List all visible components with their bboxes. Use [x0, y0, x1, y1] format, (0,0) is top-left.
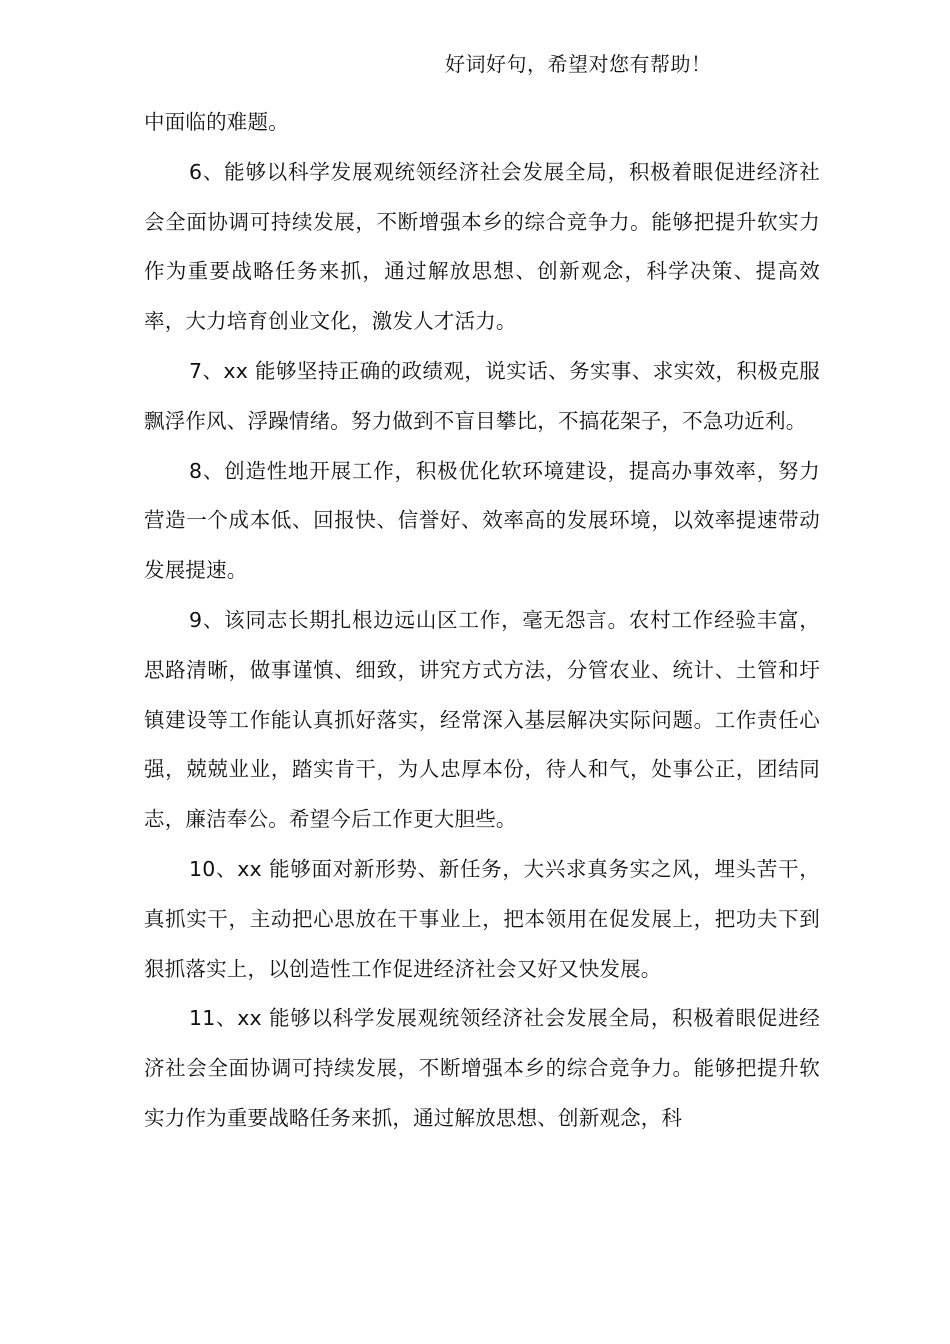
paragraph-item-10: 10、xx 能够面对新形势、新任务，大兴求真务实之风，埋头苦干，真抓实干，主动把心思放在干事业上，把本领用在促发展上，把功夫下到狠抓落实上，以创造性工作促进经济社会又好又快发展。: [144, 856, 820, 981]
paragraph-item-7: 7、xx 能够坚持正确的政绩观，说实话、务实事、求实效，积极克服飘浮作风、浮躁情绪。努力做到不盲目攀比，不搞花架子，不急功近利。: [144, 358, 820, 433]
paragraph-item-8: 8、创造性地开展工作，积极优化软环境建设，提高办事效率，努力营造一个成本低、回报快、信誉好、效率高的发展环境，以效率提速带动发展提速。: [144, 458, 820, 583]
paragraph-item-11: 11、xx 能够以科学发展观统领经济社会发展全局，积极着眼促进经济社会全面协调可持续发展，不断增强本乡的综合竞争力。能够把提升软实力作为重要战略任务来抓，通过解放思想、创新观念，科: [144, 1006, 820, 1130]
header-note: 好词好句，希望对您有帮助！: [445, 52, 712, 76]
paragraph-item-6: 6、能够以科学发展观统领经济社会发展全局，积极着眼促进经济社会全面协调可持续发展，不断增强本乡的综合竞争力。能够把提升软实力作为重要战略任务来抓，通过解放思想、创新观念，科学决策、提高效率，大力培育创业文化，激发人才活力。: [144, 159, 820, 334]
document-body: [144, 98, 820, 1144]
paragraph-continuation: 中面临的难题。: [144, 110, 289, 134]
paragraph-item-9: 9、该同志长期扎根边远山区工作，毫无怨言。农村工作经验丰富，思路清晰，做事谨慎、细致，讲究方式方法，分管农业、统计、土管和圩镇建设等工作能认真抓好落实，经常深入基层解决实际问题。工作责任心强，兢兢业业，踏实肯干，为人忠厚本份，待人和气，处事公正，团结同志，廉洁奉公。希望今后工作更大胆些。: [144, 607, 820, 832]
